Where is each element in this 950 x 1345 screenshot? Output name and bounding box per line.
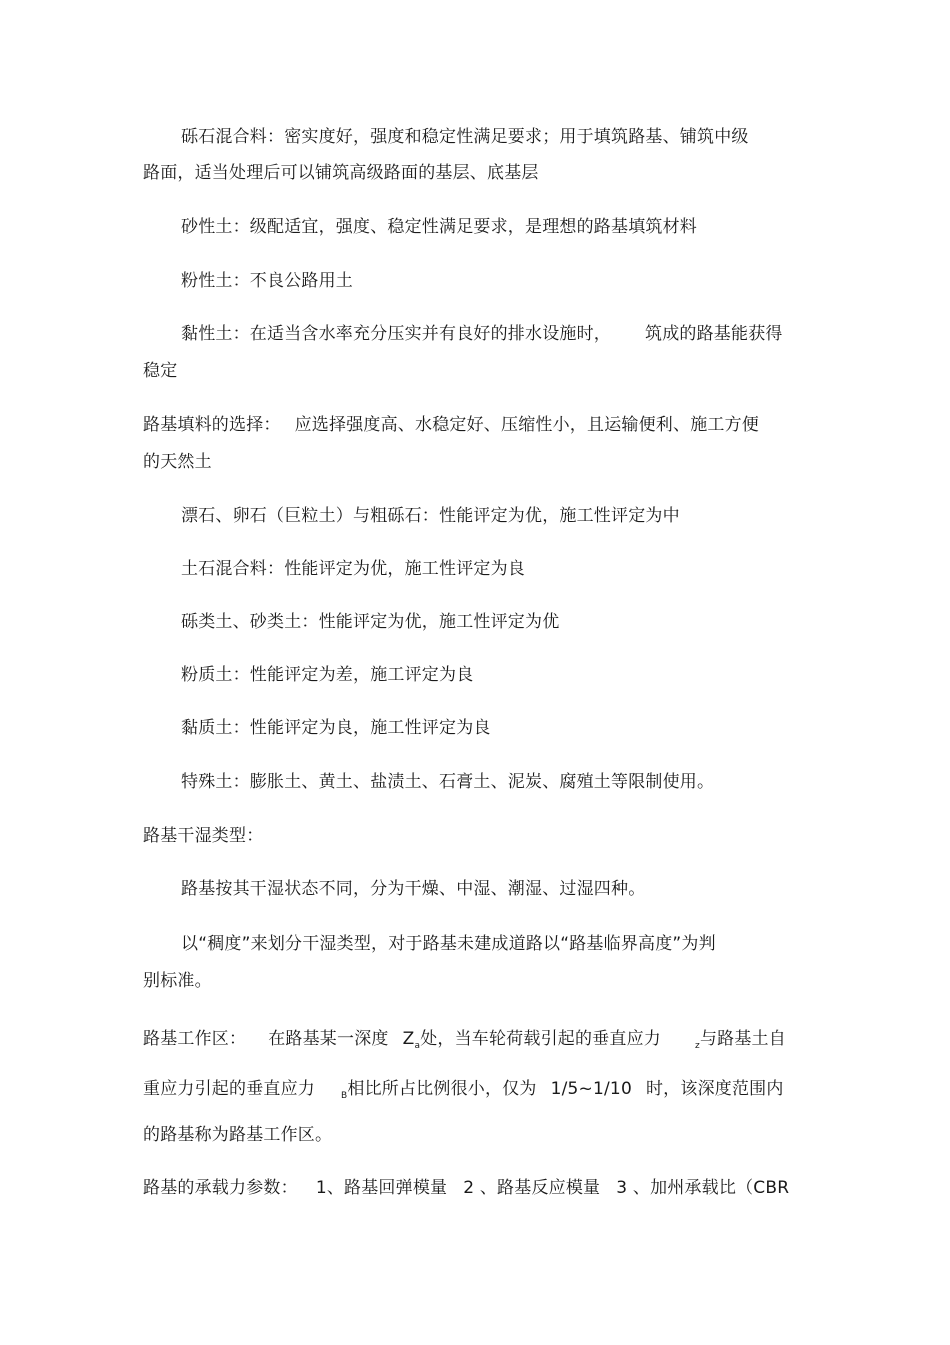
paragraph-consistency-line1: 以“稠度”来划分干湿类型，对于路基未建成道路以“路基临界高度”为判: [181, 934, 716, 954]
paragraph-working-zone-line2: [143, 1078, 784, 1100]
working-zone-text-f: 时，该深度范围内: [645, 1079, 784, 1099]
ratio-value: 1/5~1/10: [550, 1079, 632, 1099]
sigma-b-subscript: B: [341, 1091, 348, 1101]
paragraph-gravel-mix-line2: 路面，适当处理后可以铺筑高级路面的基层、底基层: [143, 163, 539, 183]
working-zone-text-e: 相比所占比例很小，仅为: [347, 1079, 537, 1099]
list-item-boulders: 漂石、卵石（巨粒土）与粗砾石：性能评定为优，施工性评定为中: [181, 506, 680, 526]
fill-selection-line2: 的天然土: [143, 452, 212, 472]
sigma-z-subscript: z: [695, 1041, 700, 1051]
working-zone-text-c: 与路基土自: [699, 1029, 786, 1049]
param-cbr: 3 、加州承载比（CBR: [616, 1178, 790, 1198]
working-zone-label: 路基工作区：: [143, 1029, 247, 1049]
paragraph-clay-soil-line1: [181, 323, 783, 345]
paragraph-consistency-line2: 别标准。: [143, 971, 212, 991]
list-item-earth-rock-mix: 土石混合料：性能评定为优，施工性评定为良: [181, 559, 525, 579]
paragraph-clay-soil-line2: 稳定: [143, 361, 178, 381]
list-item-gravel-sand: 砾类土、砂类土：性能评定为优，施工性评定为优: [181, 612, 560, 632]
heading-dry-wet-type: 路基干湿类型：: [143, 826, 264, 846]
paragraph-gravel-mix-line1: 砾石混合料：密实度好，强度和稳定性满足要求；用于填筑路基、铺筑中级: [181, 127, 749, 147]
heading-fill-material-selection: [143, 414, 759, 436]
paragraph-dry-wet-states: 路基按其干湿状态不同，分为干燥、中湿、潮湿、过湿四种。: [181, 879, 646, 899]
working-zone-text-d: 重应力引起的垂直应力: [143, 1079, 315, 1099]
working-zone-text-b: 处，当车轮荷载引起的垂直应力: [420, 1029, 661, 1049]
list-item-special-soil: 特殊土：膨胀土、黄土、盐渍土、石膏土、泥炭、腐殖土等限制使用。: [181, 772, 715, 792]
paragraph-bearing-capacity-params: [143, 1177, 789, 1199]
fill-selection-text: 应选择强度高、水稳定好、压缩性小，且运输便利、施工方便: [294, 415, 760, 435]
paragraph-sandy-soil: 砂性土：级配适宜，强度、稳定性满足要求，是理想的路基填筑材料: [181, 217, 697, 237]
clay-soil-text-b: 筑成的路基能获得: [645, 324, 783, 344]
symbol-z-subscript: a: [414, 1041, 421, 1051]
paragraph-silty-soil: 粉性土：不良公路用土: [181, 271, 353, 291]
working-zone-text-a: 在路基某一深度: [268, 1029, 389, 1049]
param-resilient-modulus: 1、路基回弹模量: [315, 1178, 448, 1198]
list-item-clayey: 黏质土：性能评定为良，施工性评定为良: [181, 718, 491, 738]
paragraph-working-zone-line3: 的路基称为路基工作区。: [143, 1125, 333, 1145]
param-reaction-modulus: 2 、路基反应模量: [463, 1178, 601, 1198]
clay-soil-text-a: 黏性土：在适当含水率充分压实并有良好的排水设施时，: [181, 324, 611, 344]
paragraph-working-zone-line1: [143, 1028, 786, 1050]
fill-selection-label: 路基填料的选择：: [143, 415, 281, 435]
bearing-params-label: 路基的承载力参数：: [143, 1178, 298, 1198]
symbol-z: Z: [402, 1029, 415, 1049]
list-item-silty: 粉质土：性能评定为差，施工评定为良: [181, 665, 474, 685]
